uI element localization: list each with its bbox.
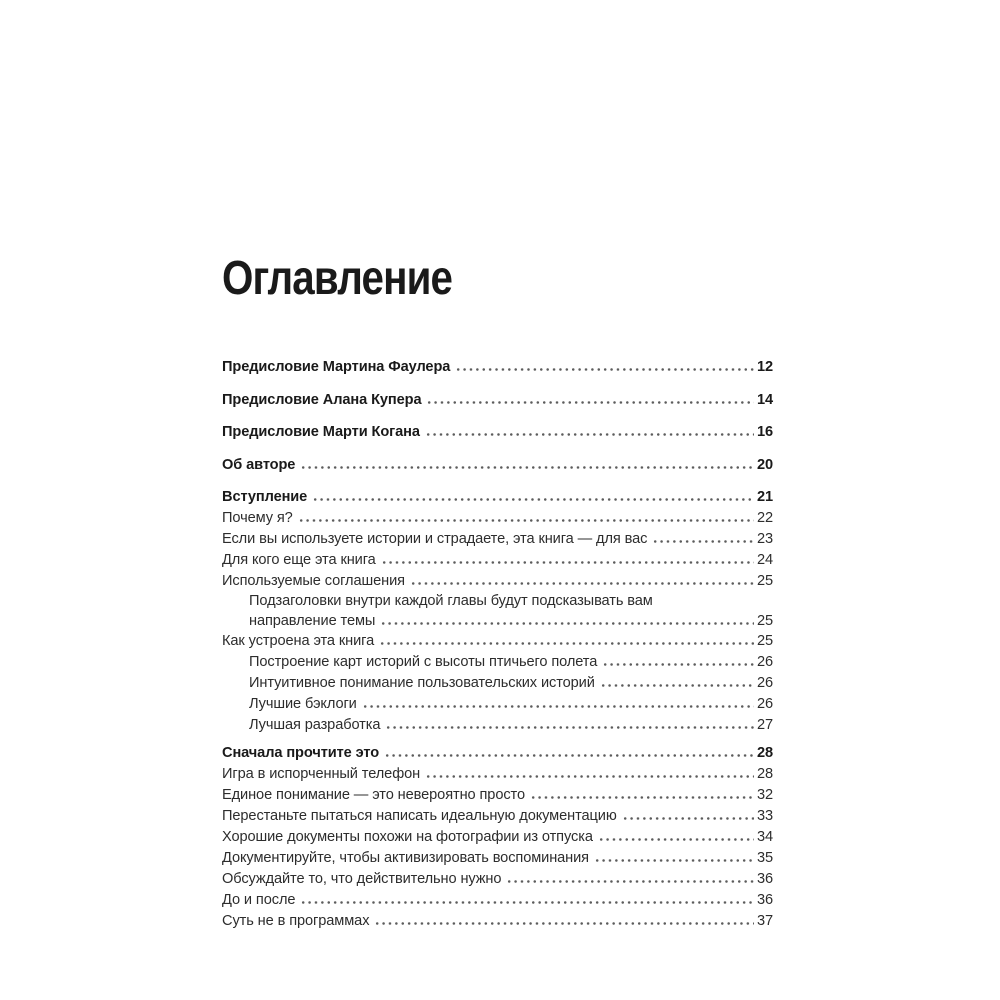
toc-entry-label: Суть не в программах bbox=[222, 913, 370, 929]
toc-entry-page: 24 bbox=[756, 552, 773, 568]
toc-entry bbox=[222, 422, 773, 443]
dot-leader bbox=[379, 632, 754, 645]
dot-leader bbox=[300, 891, 754, 904]
dot-leader bbox=[298, 509, 754, 522]
toc-entry bbox=[222, 529, 773, 550]
toc-entry-label: Используемые соглашения bbox=[222, 573, 405, 589]
toc-entry-label: Обсуждайте то, что действительно нужно bbox=[222, 871, 502, 887]
dot-leader bbox=[600, 674, 754, 687]
toc-entry-label-line2: направление темы bbox=[249, 612, 376, 629]
toc-entry bbox=[222, 592, 773, 631]
dot-leader bbox=[530, 786, 754, 799]
toc-entry bbox=[222, 390, 773, 411]
toc-entry-continuation bbox=[249, 612, 773, 632]
toc-entry bbox=[222, 631, 773, 652]
toc-entry-page: 20 bbox=[756, 456, 773, 473]
dot-leader bbox=[455, 358, 754, 371]
toc-entry-page: 22 bbox=[756, 510, 773, 526]
toc-entry-page: 26 bbox=[756, 654, 773, 670]
dot-leader bbox=[385, 716, 754, 729]
toc-entry bbox=[222, 869, 773, 890]
toc-entry bbox=[222, 848, 773, 869]
toc-entry-page: 28 bbox=[756, 745, 773, 761]
toc-entry-label: До и после bbox=[222, 892, 296, 908]
dot-leader bbox=[594, 849, 754, 862]
toc-entry-label: Почему я? bbox=[222, 510, 293, 526]
toc-entry-label: Лучшая разработка bbox=[249, 717, 381, 733]
dot-leader bbox=[425, 423, 754, 436]
toc-entry-label: Для кого еще эта книга bbox=[222, 552, 376, 568]
toc-entry-label: Игра в испорченный телефон bbox=[222, 766, 421, 782]
toc-entry bbox=[222, 827, 773, 848]
toc-entry bbox=[222, 357, 773, 378]
toc-entry-label: Как устроена эта книга bbox=[222, 633, 375, 649]
toc-entry bbox=[222, 743, 773, 764]
toc-entry-label: Хорошие документы похожи на фотографии из отпуска bbox=[222, 829, 593, 845]
dot-leader bbox=[300, 456, 754, 469]
toc-entry bbox=[222, 911, 773, 932]
toc-entry-label: Предисловие Марти Когана bbox=[222, 424, 420, 440]
toc-entry-page: 34 bbox=[756, 829, 773, 845]
toc-entry-page: 28 bbox=[756, 766, 773, 782]
dot-leader bbox=[622, 807, 754, 820]
toc-entry-page: 35 bbox=[756, 850, 773, 866]
toc-entry-label: Лучшие бэклоги bbox=[249, 696, 357, 712]
toc-entry-page: 36 bbox=[756, 892, 773, 908]
dot-leader bbox=[602, 653, 754, 666]
dot-leader bbox=[652, 530, 754, 543]
toc-entry-page: 26 bbox=[756, 675, 773, 691]
toc-entry-page: 25 bbox=[756, 612, 773, 629]
toc-entry-label: Предисловие Мартина Фаулера bbox=[222, 359, 451, 375]
toc-entry-label: Интуитивное понимание пользовательских историй bbox=[249, 675, 595, 691]
toc-entry-page: 36 bbox=[756, 871, 773, 887]
toc-entry-label: Подзаголовки внутри каждой главы будут подсказывать вам bbox=[249, 593, 653, 609]
page-title: Оглавление bbox=[222, 252, 453, 305]
toc-entry bbox=[222, 455, 773, 476]
toc-entry-page: 25 bbox=[756, 633, 773, 649]
toc-entry bbox=[222, 673, 773, 694]
toc-entry bbox=[222, 694, 773, 715]
dot-leader bbox=[426, 391, 753, 404]
dot-leader bbox=[506, 870, 754, 883]
toc-entry-page: 12 bbox=[756, 359, 773, 375]
dot-leader bbox=[384, 744, 754, 757]
toc-entry bbox=[222, 715, 773, 736]
toc-entry-label: Единое понимание — это невероятно просто bbox=[222, 787, 525, 803]
toc-entry-page: 32 bbox=[756, 787, 773, 803]
toc-entry-label: Построение карт историй с высоты птичьего полета bbox=[249, 654, 598, 670]
toc-entry-label: Сначала прочтите это bbox=[222, 745, 380, 761]
dot-leader bbox=[381, 551, 754, 564]
page-content bbox=[222, 252, 773, 932]
toc-entry-page: 33 bbox=[756, 808, 773, 824]
dot-leader bbox=[374, 912, 754, 925]
toc-entry-page: 23 bbox=[756, 531, 773, 547]
toc-entry bbox=[222, 785, 773, 806]
toc-list bbox=[222, 357, 773, 932]
dot-leader bbox=[410, 572, 754, 585]
toc-entry bbox=[222, 550, 773, 571]
dot-leader bbox=[380, 612, 754, 625]
toc-entry-label: Вступление bbox=[222, 489, 308, 505]
toc-entry-label: Об авторе bbox=[222, 456, 296, 473]
toc-entry bbox=[222, 652, 773, 673]
toc-entry-label: Документируйте, чтобы активизировать воспоминания bbox=[222, 850, 589, 866]
toc-entry-page: 27 bbox=[756, 717, 773, 733]
toc-entry bbox=[222, 571, 773, 592]
toc-entry bbox=[222, 806, 773, 827]
toc-entry bbox=[222, 508, 773, 529]
dot-leader bbox=[312, 488, 754, 501]
dot-leader bbox=[598, 828, 754, 841]
toc-entry-label: Перестаньте пытаться написать идеальную документацию bbox=[222, 808, 617, 824]
toc-entry-page: 25 bbox=[756, 573, 773, 589]
dot-leader bbox=[362, 695, 754, 708]
dot-leader bbox=[425, 765, 754, 778]
toc-entry bbox=[222, 487, 773, 508]
toc-entry-page: 21 bbox=[756, 489, 773, 505]
toc-entry-page: 26 bbox=[756, 696, 773, 712]
toc-entry bbox=[222, 890, 773, 911]
toc-entry-label: Предисловие Алана Купера bbox=[222, 391, 422, 408]
toc-entry-page: 14 bbox=[756, 391, 773, 408]
toc-entry bbox=[222, 764, 773, 785]
toc-entry-label: Если вы используете истории и страдаете, эта книга — для вас bbox=[222, 531, 648, 547]
toc-entry-page: 37 bbox=[756, 913, 773, 929]
toc-entry-page: 16 bbox=[756, 424, 773, 440]
